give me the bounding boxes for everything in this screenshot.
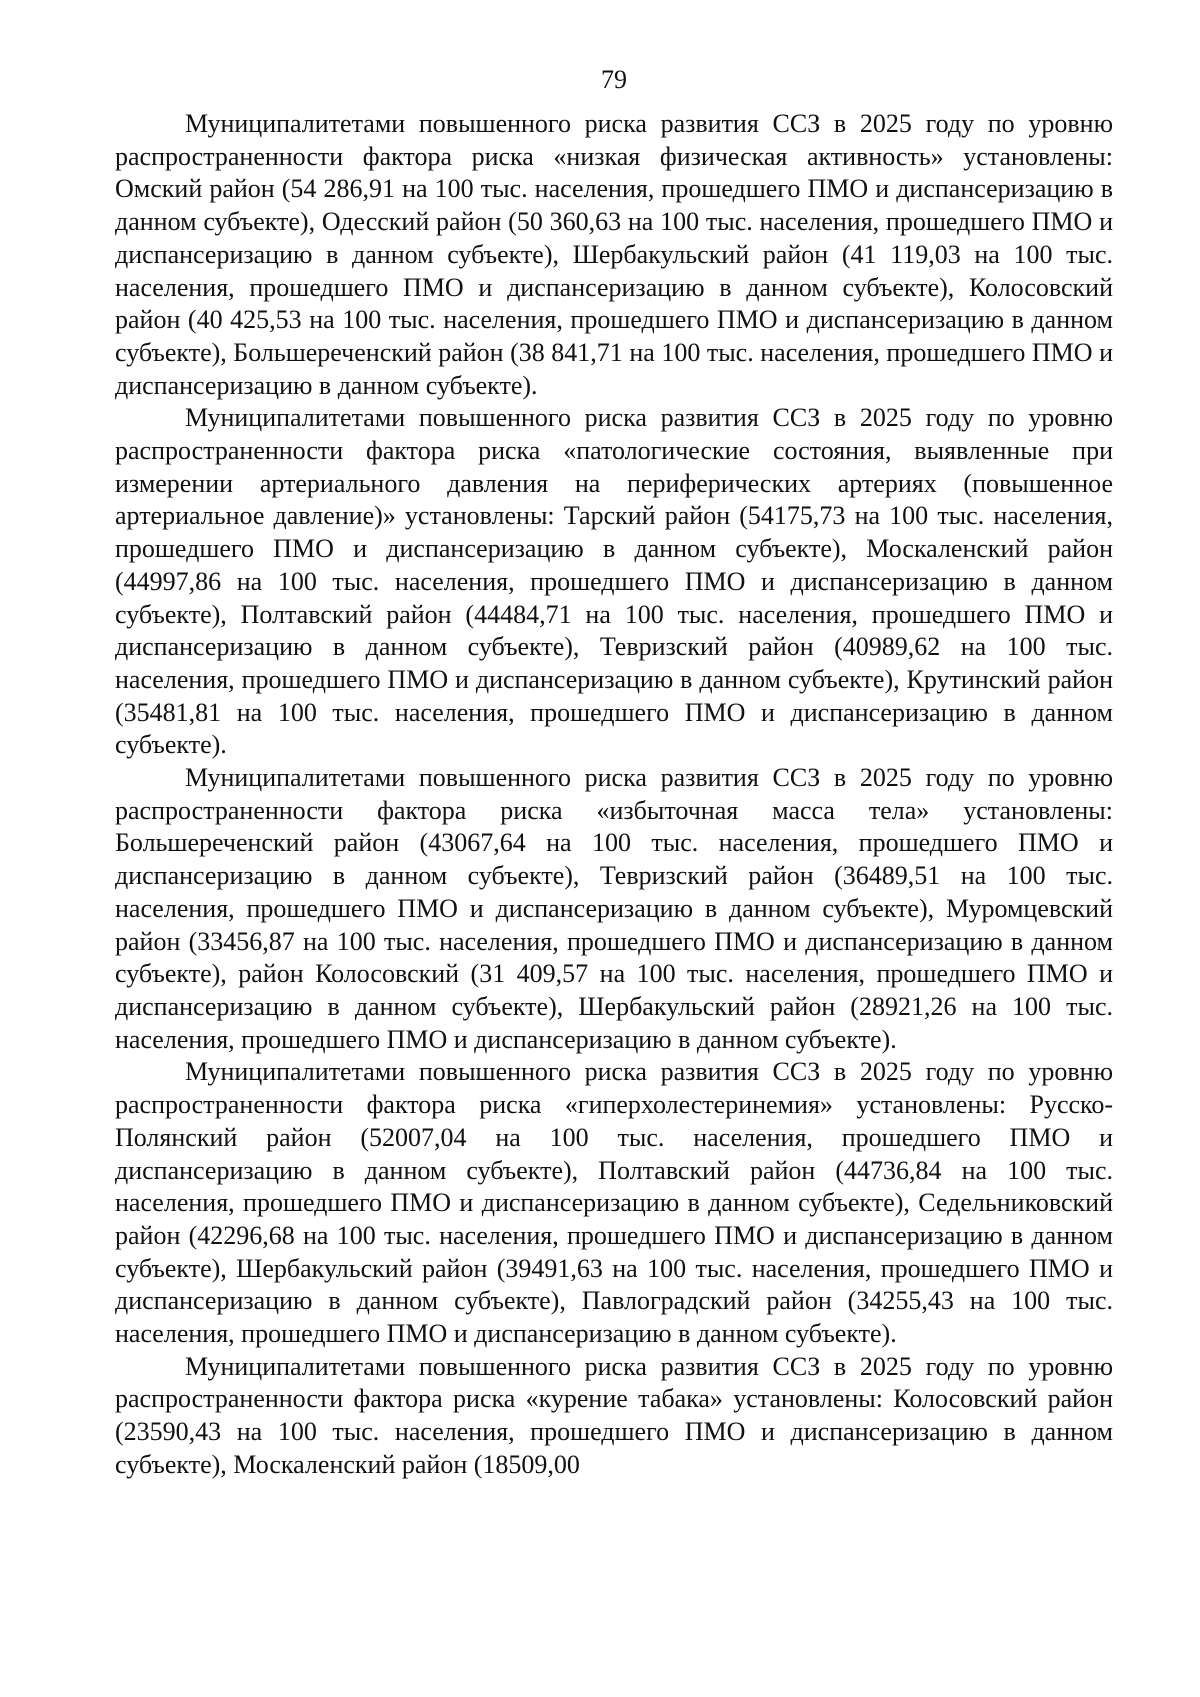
paragraph-smoking: Муниципалитетами повышенного риска развития ССЗ в 2025 году по уровню распространенности фактора риска «курение табака» установлены: Колосовский район (23590,43 на 100 тыс. населения, прошедшего ПМО и диспансеризацию в данном субъекте), Москаленский район (18509,00 — [115, 1351, 1113, 1479]
page-number: 79 — [601, 65, 627, 94]
paragraph-blood-pressure: Муниципалитетами повышенного риска развития ССЗ в 2025 году по уровню распространенности фактора риска «патологические состояния, выявленные при измерении артериального давления на периферических артериях (повышенное артериальное давление)» установлены: Тарский район (54175,73 на 100 тыс. населения, прошедшего ПМО и диспансеризацию в данном субъекте), Москаленский район (44997,86 на 100 тыс. населения, прошедшего ПМО и диспансеризацию в данном субъекте), Полтавский район (44484,71 на 100 тыс. населения, прошедшего ПМО и диспансеризацию в данном субъекте), Тевризский район (40989,62 на 100 тыс. населения, прошедшего ПМО и диспансеризацию в данном субъекте), Крутинский район (35481,81 на 100 тыс. населения, прошедшего ПМО и диспансеризацию в данном субъекте). — [115, 403, 1113, 760]
paragraph-physical-activity: Муниципалитетами повышенного риска развития ССЗ в 2025 году по уровню распространенности фактора риска «низкая физическая активность» установлены: Омский район (54 286,91 на 100 тыс. населения, прошедшего ПМО и диспансеризацию в данном субъекте), Одесский район (50 360,63 на 100 тыс. населения, прошедшего ПМО и диспансеризацию в данном субъекте), Шербакульский район (41 119,03 на 100 тыс. населения, прошедшего ПМО и диспансеризацию в данном субъекте), Колосовский район (40 425,53 на 100 тыс. населения, прошедшего ПМО и диспансеризацию в данном субъекте), Большереченский район (38 841,71 на 100 тыс. населения, прошедшего ПМО и диспансеризацию в данном субъекте). — [115, 109, 1113, 400]
paragraph-excess-weight: Муниципалитетами повышенного риска развития ССЗ в 2025 году по уровню распространенности фактора риска «избыточная масса тела» установлены: Большереченский район (43067,64 на 100 тыс. населения, прошедшего ПМО и диспансеризацию в данном субъекте), Тевризский район (36489,51 на 100 тыс. населения, прошедшего ПМО и диспансеризацию в данном субъекте), Муромцевский район (33456,87 на 100 тыс. населения, прошедшего ПМО и диспансеризацию в данном субъекте), район Колосовский (31 409,57 на 100 тыс. населения, прошедшего ПМО и диспансеризацию в данном субъекте), Шербакульский район (28921,26 на 100 тыс. населения, прошедшего ПМО и диспансеризацию в данном субъекте). — [115, 763, 1113, 1054]
paragraph-hypercholesterolemia: Муниципалитетами повышенного риска развития ССЗ в 2025 году по уровню распространенности фактора риска «гиперхолестеринемия» установлены: Русско-Полянский район (52007,04 на 100 тыс. населения, прошедшего ПМО и диспансеризацию в данном субъекте), Полтавский район (44736,84 на 100 тыс. населения, прошедшего ПМО и диспансеризацию в данном субъекте), Седельниковский район (42296,68 на 100 тыс. населения, прошедшего ПМО и диспансеризацию в данном субъекте), Шербакульский район (39491,63 на 100 тыс. населения, прошедшего ПМО и диспансеризацию в данном субъекте), Павлоградский район (34255,43 на 100 тыс. населения, прошедшего ПМО и диспансеризацию в данном субъекте). — [115, 1057, 1113, 1349]
